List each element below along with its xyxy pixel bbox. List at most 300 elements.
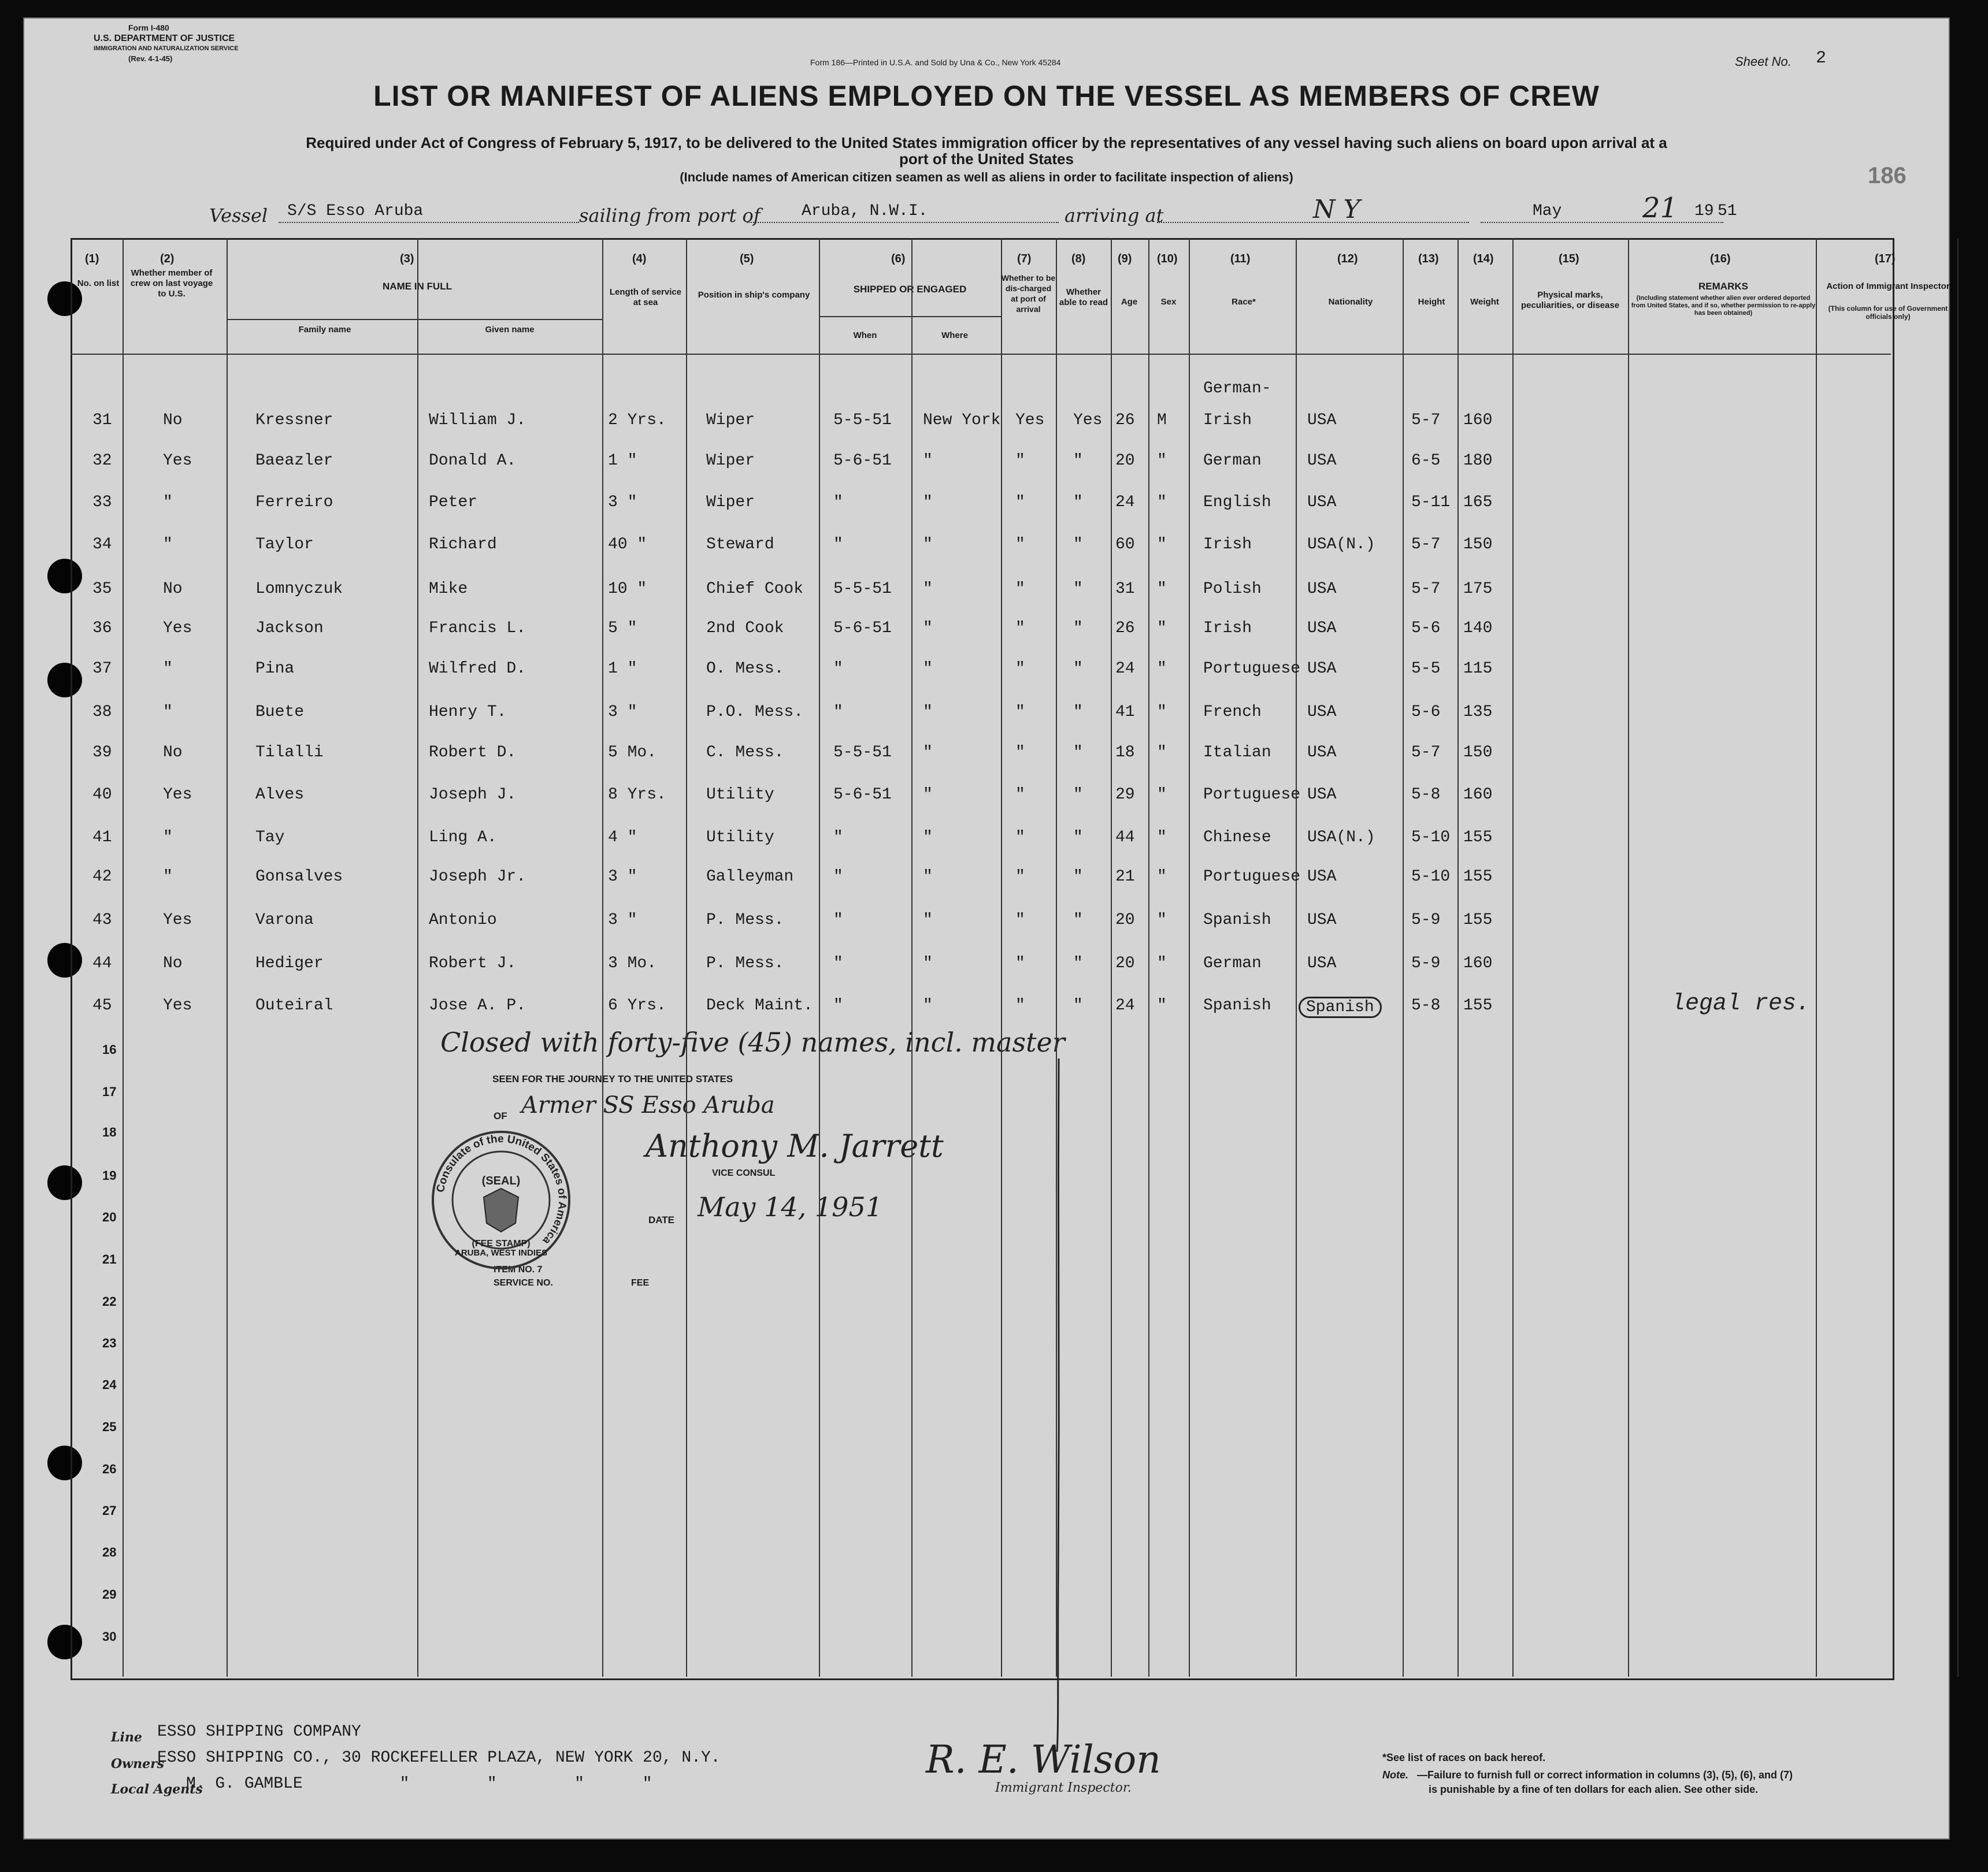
cell-weight: 155 [1463, 911, 1493, 929]
grid-column-line [1189, 238, 1190, 1677]
cell-shipped-where: " [923, 619, 933, 637]
cell-nationality: USA [1307, 954, 1337, 972]
grid-column-line [1816, 238, 1817, 1677]
cell-discharged: " [1015, 703, 1025, 721]
cell-race-continued: German- [1203, 380, 1271, 398]
column-number: (10) [1157, 252, 1178, 265]
cell-age: 29 [1115, 786, 1135, 804]
cell-race: Portuguese [1203, 868, 1301, 886]
cell-given-name: Joseph Jr. [429, 868, 526, 886]
cell-nationality: USA [1307, 703, 1337, 721]
agents-label: Local Agents [111, 1782, 203, 1797]
service-number: SERVICE NO. [494, 1278, 553, 1288]
cell-shipped-when: 5-5-51 [833, 744, 892, 762]
closing-note: Closed with forty-five (45) names, incl. master [440, 1027, 1065, 1058]
cell-discharged: Yes [1015, 411, 1045, 429]
cell-previous-voyage: Yes [163, 911, 192, 929]
cell-family-name: Hediger [255, 954, 324, 972]
row-number: 34 [92, 536, 112, 554]
cell-length-service: 3 " [608, 703, 637, 721]
consul-date-value: May 14, 1951 [698, 1191, 882, 1223]
cell-shipped-where: " [923, 580, 933, 598]
cell-weight: 160 [1463, 954, 1493, 972]
cell-weight: 155 [1463, 829, 1493, 846]
cell-position: Wiper [706, 411, 755, 429]
cell-discharged: " [1015, 786, 1025, 804]
empty-row-number: 29 [102, 1587, 117, 1602]
header-when: When [853, 330, 877, 340]
cell-discharged: " [1015, 954, 1025, 972]
fee-label: FEE [631, 1278, 650, 1288]
cell-age: 31 [1115, 580, 1135, 598]
row-number: 35 [92, 580, 112, 598]
cell-race: Spanish [1203, 997, 1271, 1015]
cell-able-read: " [1073, 703, 1083, 721]
cell-height: 5-10 [1411, 868, 1451, 886]
cell-shipped-where: " [923, 660, 933, 678]
row-number: 44 [92, 954, 112, 972]
cell-shipped-where: New York [923, 411, 1001, 429]
cell-shipped-where: " [923, 536, 933, 554]
form-number: Form I-480 [128, 23, 169, 32]
page-stamp: 186 [1868, 163, 1907, 188]
cell-able-read: " [1073, 619, 1083, 637]
cell-family-name: Kressner [255, 411, 333, 429]
cell-length-service: 6 Yrs. [608, 997, 666, 1015]
cell-weight: 175 [1463, 580, 1493, 598]
cell-shipped-when: " [833, 997, 843, 1015]
owners-label: Owners [111, 1756, 165, 1771]
cell-family-name: Buete [255, 703, 305, 721]
pen-stroke [1053, 1058, 1065, 1752]
header-inspector-action: Action of Immigrant Inspector [1826, 281, 1950, 291]
subtitle-port: port of the United States [899, 150, 1074, 168]
consul-seen: SEEN FOR THE JOURNEY TO THE UNITED STATES [492, 1074, 733, 1084]
cell-nationality: USA [1307, 619, 1337, 637]
cell-height: 5-10 [1411, 829, 1451, 846]
note-text-2: is punishable by a fine of ten dollars for each alien. See other side. [1429, 1784, 1759, 1795]
empty-row-number: 22 [102, 1294, 117, 1309]
header-where: Where [941, 330, 968, 340]
cell-discharged: " [1015, 911, 1025, 929]
consul-of-value: Armer SS Esso Aruba [521, 1092, 775, 1119]
cell-previous-voyage: Yes [163, 619, 192, 637]
cell-previous-voyage: " [163, 493, 173, 511]
cell-length-service: 40 " [608, 536, 647, 554]
cell-previous-voyage: Yes [163, 786, 192, 804]
row-number: 43 [92, 911, 112, 929]
cell-sex: " [1157, 703, 1167, 721]
agents-value: M. G. GAMBLE " " " " [186, 1775, 652, 1793]
cell-previous-voyage: Yes [163, 997, 192, 1015]
note-label: Note. [1382, 1769, 1408, 1781]
cell-height: 6-5 [1411, 452, 1441, 470]
cell-given-name: Mike [429, 580, 468, 598]
cell-family-name: Lomnyczuk [255, 580, 343, 598]
cell-discharged: " [1015, 829, 1025, 846]
vessel-name: S/S Esso Aruba [287, 202, 424, 220]
grid-column-line [123, 238, 124, 1677]
cell-shipped-when: 5-6-51 [833, 619, 892, 637]
header-name-in-full: NAME IN FULL [383, 281, 452, 292]
cell-sex: " [1157, 580, 1167, 598]
cell-height: 5-7 [1411, 744, 1441, 762]
cell-nationality: Spanish [1299, 997, 1382, 1018]
cell-shipped-where: " [923, 829, 933, 846]
header-sex: Sex [1160, 297, 1177, 307]
empty-row-number: 26 [102, 1462, 117, 1476]
cell-nationality: USA [1307, 868, 1337, 886]
header-remarks-note: (Including statement whether alien ever ordered deported from United States, and if so, whether permission to re-apply has been obtained) [1631, 295, 1816, 317]
cell-given-name: Peter [429, 493, 478, 511]
arriving-label: arriving at [1065, 205, 1164, 226]
cell-able-read: " [1073, 911, 1083, 929]
cell-previous-voyage: " [163, 536, 173, 554]
cell-family-name: Ferreiro [255, 493, 333, 511]
row-number: 45 [92, 997, 112, 1015]
cell-nationality: USA [1307, 660, 1337, 678]
cell-family-name: Tay [255, 829, 285, 846]
header-height: Height [1418, 297, 1445, 307]
arriving-port: N Y [1313, 195, 1360, 224]
empty-row-number: 17 [102, 1084, 117, 1099]
cell-sex: " [1157, 536, 1167, 554]
cell-nationality: USA [1307, 493, 1337, 511]
cell-given-name: Antonio [429, 911, 497, 929]
cell-family-name: Tilalli [255, 744, 324, 762]
cell-given-name: Robert D. [429, 744, 517, 762]
cell-shipped-where: " [923, 997, 933, 1015]
cell-height: 5-7 [1411, 411, 1441, 429]
cell-height: 5-9 [1411, 954, 1441, 972]
cell-height: 5-8 [1411, 997, 1441, 1015]
cell-nationality: USA(N.) [1307, 829, 1375, 846]
cell-height: 5-6 [1411, 619, 1441, 637]
cell-race: Polish [1203, 580, 1262, 598]
service-name: IMMIGRATION AND NATURALIZATION SERVICE [94, 45, 239, 52]
cell-position: Deck Maint. [706, 997, 813, 1015]
header-prev-voyage: Whether member of crew on last voyage to U.S. [130, 268, 213, 299]
cell-shipped-when: " [833, 536, 843, 554]
cell-height: 5-11 [1411, 493, 1451, 511]
grid-column-line [227, 238, 228, 1677]
empty-row-number: 23 [102, 1336, 117, 1350]
empty-row-number: 24 [102, 1377, 117, 1392]
header-weight: Weight [1470, 297, 1499, 307]
grid-column-line [819, 238, 820, 1677]
header-race: Race* [1232, 297, 1256, 307]
cell-previous-voyage: " [163, 703, 173, 721]
row-number: 33 [92, 493, 112, 511]
cell-length-service: 4 " [608, 829, 637, 846]
grid-column-line [1628, 238, 1629, 1677]
column-number: (17) [1875, 252, 1896, 265]
cell-weight: 115 [1463, 660, 1493, 678]
cell-sex: " [1157, 786, 1167, 804]
cell-previous-voyage: No [163, 744, 183, 762]
cell-given-name: Jose A. P. [429, 997, 526, 1015]
cell-previous-voyage: No [163, 411, 183, 429]
column-number: (7) [1017, 252, 1032, 265]
grid-column-line [911, 238, 913, 1677]
column-number: (4) [632, 252, 647, 265]
column-number: (1) [85, 252, 99, 265]
cell-shipped-when: " [833, 911, 843, 929]
row-number: 42 [92, 868, 112, 886]
column-number: (6) [891, 252, 906, 265]
cell-previous-voyage: Yes [163, 452, 192, 470]
header-nationality: Nationality [1328, 297, 1373, 307]
cell-sex: " [1157, 829, 1167, 846]
cell-shipped-where: " [923, 452, 933, 470]
header-family-name: Family name [298, 325, 351, 335]
cell-family-name: Taylor [255, 536, 314, 554]
cell-shipped-when: " [833, 660, 843, 678]
cell-weight: 150 [1463, 536, 1493, 554]
cell-able-read: " [1073, 829, 1083, 846]
cell-race: Portuguese [1203, 786, 1301, 804]
grid-column-line [1457, 238, 1459, 1677]
column-number: (3) [400, 252, 414, 265]
cell-given-name: Robert J. [429, 954, 517, 972]
cell-given-name: William J. [429, 411, 526, 429]
cell-nationality: USA [1307, 411, 1337, 429]
cell-shipped-where: " [923, 744, 933, 762]
grid-column-line [602, 238, 603, 1677]
cell-length-service: 10 " [608, 580, 647, 598]
cell-position: Chief Cook [706, 580, 804, 598]
cell-age: 26 [1115, 411, 1135, 429]
cell-sex: " [1157, 911, 1167, 929]
race-note: *See list of races on back hereof. [1382, 1752, 1546, 1763]
cell-shipped-where: " [923, 954, 933, 972]
cell-length-service: 3 " [608, 493, 637, 511]
cell-position: Utility [706, 786, 774, 804]
inspector-label: Immigrant Inspector. [995, 1781, 1132, 1795]
svg-text:(FEE STAMP): (FEE STAMP) [472, 1239, 531, 1249]
manifest-title: LIST OR MANIFEST OF ALIENS EMPLOYED ON THE VESSEL AS MEMBERS OF CREW [373, 80, 1600, 112]
owners-value: ESSO SHIPPING CO., 30 ROCKEFELLER PLAZA, NEW YORK 20, N.Y. [157, 1749, 721, 1767]
consul-date-label: DATE [648, 1214, 675, 1225]
cell-age: 24 [1115, 493, 1135, 511]
arrival-day: 21 [1642, 192, 1678, 224]
cell-weight: 150 [1463, 744, 1493, 762]
cell-height: 5-7 [1411, 580, 1441, 598]
arrival-year-prefix: 19 [1694, 202, 1714, 220]
row-number: 37 [92, 660, 112, 678]
cell-sex: " [1157, 660, 1167, 678]
column-number: (8) [1071, 252, 1086, 265]
cell-sex: " [1157, 452, 1167, 470]
cell-remarks: legal res. [1671, 991, 1811, 1017]
grid-column-line [1148, 238, 1149, 1677]
cell-family-name: Baeazler [255, 452, 333, 470]
empty-row-number: 25 [102, 1420, 117, 1434]
cell-sex: " [1157, 997, 1167, 1015]
cell-position: Wiper [706, 493, 755, 511]
cell-nationality: USA [1307, 744, 1337, 762]
cell-height: 5-7 [1411, 536, 1441, 554]
subtitle-include: (Include names of American citizen seamen as well as aliens in order to facilitate inspection of aliens) [680, 170, 1293, 184]
header-no-on-list: No. on list [77, 278, 120, 288]
cell-weight: 165 [1463, 493, 1493, 511]
cell-family-name: Jackson [255, 619, 324, 637]
cell-position: Wiper [706, 452, 755, 470]
cell-weight: 155 [1463, 868, 1493, 886]
cell-shipped-when: " [833, 954, 843, 972]
cell-race: German [1203, 954, 1262, 972]
cell-sex: " [1157, 744, 1167, 762]
cell-length-service: 8 Yrs. [608, 786, 666, 804]
cell-family-name: Alves [255, 786, 305, 804]
cell-height: 5-8 [1411, 786, 1441, 804]
header-shipped-engaged: SHIPPED OR ENGAGED [853, 284, 967, 295]
cell-age: 26 [1115, 619, 1135, 637]
cell-age: 24 [1115, 660, 1135, 678]
cell-discharged: " [1015, 536, 1025, 554]
revision: (Rev. 4-1-45) [128, 54, 173, 63]
cell-sex: M [1157, 411, 1167, 429]
cell-previous-voyage: " [163, 829, 173, 846]
column-number: (2) [160, 252, 175, 265]
header-able-read: Whether able to read [1059, 287, 1108, 307]
empty-row-number: 19 [102, 1168, 117, 1183]
row-number: 36 [92, 619, 112, 637]
department: U.S. DEPARTMENT OF JUSTICE [94, 34, 235, 43]
cell-able-read: " [1073, 660, 1083, 678]
row-number: 38 [92, 703, 112, 721]
cell-given-name: Richard [429, 536, 497, 554]
header-physical-marks: Physical marks, peculiarities, or disease [1520, 290, 1620, 310]
cell-shipped-when: " [833, 868, 843, 886]
cell-length-service: 1 " [608, 452, 637, 470]
cell-position: P. Mess. [706, 911, 784, 929]
cell-length-service: 3 Mo. [608, 954, 657, 972]
cell-discharged: " [1015, 997, 1025, 1015]
header-remarks: REMARKS [1698, 281, 1748, 292]
cell-race: Irish [1203, 536, 1252, 554]
cell-age: 18 [1115, 744, 1135, 762]
grid-column-line [1111, 238, 1112, 1677]
grid-column-line [1056, 238, 1057, 1677]
cell-race: Portuguese [1203, 660, 1301, 678]
note-text: —Failure to furnish full or correct information in columns (3), (5), (6), and (7) [1417, 1769, 1793, 1781]
cell-position: Steward [706, 536, 774, 554]
cell-length-service: 2 Yrs. [608, 411, 666, 429]
cell-position: C. Mess. [706, 744, 784, 762]
sailing-port: Aruba, N.W.I. [802, 202, 928, 220]
grid-column-line [417, 238, 418, 1677]
cell-nationality: USA(N.) [1307, 536, 1375, 554]
cell-length-service: 3 " [608, 868, 637, 886]
grid-column-line [1957, 238, 1959, 1677]
cell-shipped-when: 5-5-51 [833, 411, 892, 429]
column-number: (15) [1559, 252, 1579, 265]
svg-text:(SEAL): (SEAL) [481, 1175, 521, 1187]
cell-height: 5-6 [1411, 703, 1441, 721]
cell-age: 20 [1115, 954, 1135, 972]
arrival-month: May [1533, 202, 1562, 220]
column-number: (9) [1118, 252, 1132, 265]
header-position: Position in ship's company [698, 290, 810, 300]
cell-discharged: " [1015, 493, 1025, 511]
header-inspector-note: (This column for use of Government officials only) [1828, 304, 1948, 321]
arrival-year: 51 [1718, 202, 1737, 220]
sheet-number: 2 [1816, 49, 1827, 68]
cell-weight: 155 [1463, 997, 1493, 1015]
cell-discharged: " [1015, 452, 1025, 470]
empty-row-number: 30 [102, 1629, 117, 1644]
column-number: (16) [1710, 252, 1731, 265]
cell-weight: 160 [1463, 786, 1493, 804]
empty-row-number: 16 [102, 1042, 117, 1057]
cell-position: Utility [706, 829, 774, 846]
cell-age: 20 [1115, 452, 1135, 470]
cell-position: P.O. Mess. [706, 703, 804, 721]
cell-able-read: " [1073, 997, 1083, 1015]
cell-nationality: USA [1307, 580, 1337, 598]
cell-given-name: Ling A. [429, 829, 497, 846]
cell-nationality: USA [1307, 452, 1337, 470]
cell-shipped-when: " [833, 703, 843, 721]
subtitle-act: Required under Act of Congress of February 5, 1917, to be delivered to the United States immigration officer by the representatives of any vessel having such aliens on board upon arrival at a [306, 134, 1667, 151]
sheet-label: Sheet No. [1735, 54, 1792, 69]
cell-able-read: Yes [1073, 411, 1103, 429]
cell-race: Chinese [1203, 829, 1271, 846]
cell-weight: 140 [1463, 619, 1493, 637]
empty-row-number: 21 [102, 1252, 117, 1266]
cell-discharged: " [1015, 580, 1025, 598]
cell-shipped-where: " [923, 493, 933, 511]
empty-row-number: 28 [102, 1545, 117, 1559]
header-age: Age [1121, 297, 1138, 307]
cell-nationality: USA [1307, 911, 1337, 929]
consul-of-label: OF [494, 1110, 507, 1121]
grid-column-line [686, 238, 687, 1677]
header-length-service: Length of service at sea [609, 287, 682, 307]
manifest-sheet [23, 17, 1950, 1840]
cell-race: Spanish [1203, 911, 1271, 929]
cell-shipped-where: " [923, 703, 933, 721]
cell-length-service: 1 " [608, 660, 637, 678]
cell-shipped-when: 5-5-51 [833, 580, 892, 598]
cell-previous-voyage: No [163, 954, 183, 972]
cell-race: German [1203, 452, 1262, 470]
grid-column-line [1001, 238, 1002, 1677]
grid-row-line [819, 316, 1001, 317]
cell-family-name: Gonsalves [255, 868, 343, 886]
cell-age: 20 [1115, 911, 1135, 929]
row-number: 39 [92, 744, 112, 762]
cell-age: 24 [1115, 997, 1135, 1015]
cell-given-name: Donald A. [429, 452, 517, 470]
inspector-signature: R. E. Wilson [926, 1737, 1161, 1782]
consul-signature: Anthony M. Jarrett [646, 1128, 944, 1164]
cell-nationality: USA [1307, 786, 1337, 804]
cell-height: 5-9 [1411, 911, 1441, 929]
cell-weight: 180 [1463, 452, 1493, 470]
consul-title: VICE CONSUL [712, 1168, 776, 1178]
cell-able-read: " [1073, 580, 1083, 598]
line-value: ESSO SHIPPING COMPANY [157, 1723, 361, 1741]
cell-previous-voyage: " [163, 660, 173, 678]
cell-race: Irish [1203, 619, 1252, 637]
cell-race: Italian [1203, 744, 1271, 762]
grid-column-line [1296, 238, 1297, 1677]
cell-given-name: Henry T. [429, 703, 507, 721]
cell-race: Irish [1203, 411, 1252, 429]
cell-able-read: " [1073, 744, 1083, 762]
